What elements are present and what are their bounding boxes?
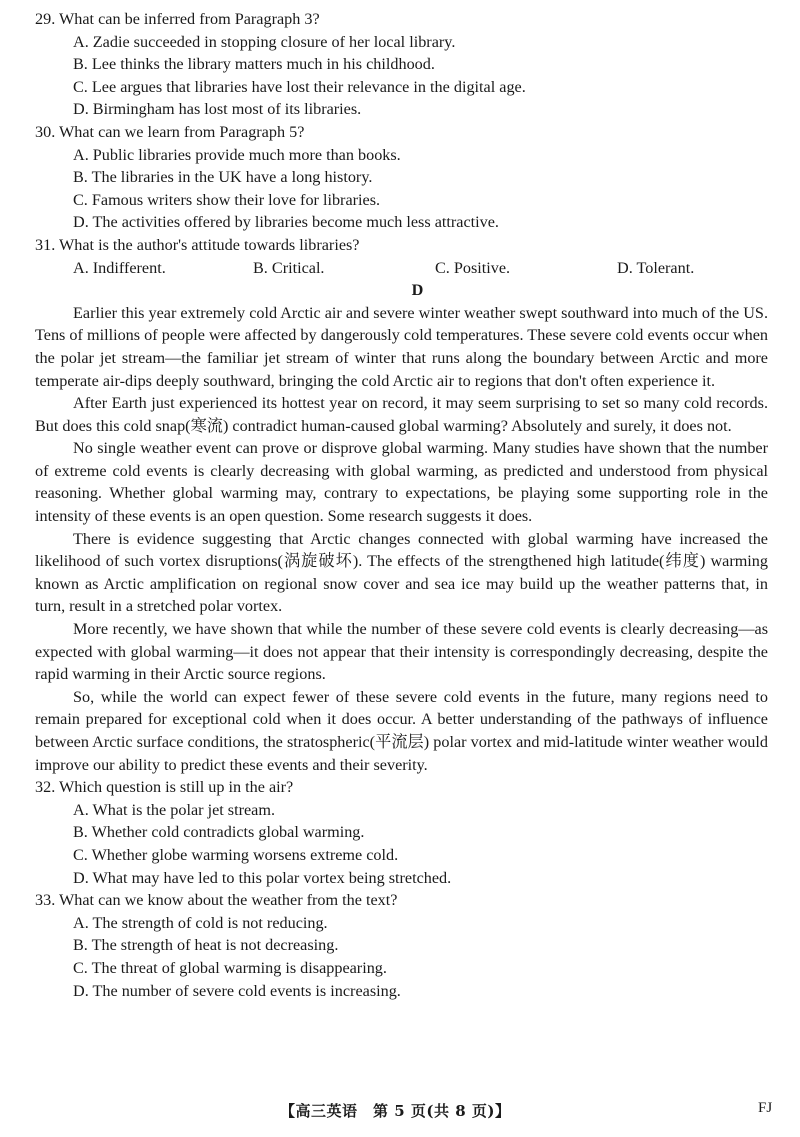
question-stem: 31. What is the author's attitude towards libraries? [35,235,360,254]
option-c: C. Famous writers show their love for libraries. [73,190,381,209]
option-a: A. Zadie succeeded in stopping closure of her local library. [73,32,456,51]
question-stem: 29. What can be inferred from Paragraph 3? [35,10,320,28]
option-b: B. Lee thinks the library matters much in his childhood. [73,55,435,74]
option-d: D. The activities offered by libraries become much less attractive. [73,213,499,232]
passage-paragraph-1: Earlier this year extremely cold Arctic air and severe winter weather swept southward into much of the US. Tens of millions of people were affected by dangerously cold temperatures. These severe cold events occur when the polar jet stream—the familiar jet stream of winter that runs along the boundary between Arctic and more temperate air-dips deeply southward, bringing the cold Arctic air to regions that don't often experience it. [35,303,768,390]
option-c: C. Lee argues that libraries have lost their relevance in the digital age. [73,77,526,96]
question-33 [35,889,768,1002]
option-a: A. The strength of cold is not reducing. [73,913,328,932]
question-29 [35,8,768,121]
section-heading: D [411,281,424,300]
option-c: C. The threat of global warming is disappearing. [73,958,387,977]
option-c: C. Whether globe warming worsens extreme cold. [73,845,399,864]
option-d: D. Birmingham has lost most of its libraries. [73,100,362,119]
option-a: A. Indifferent. [73,258,166,277]
passage-paragraph-2: After Earth just experienced its hottest year on record, it may seem surprising to set so many cold records. But does this cold snap(寒流) contradict human-caused global warming? Absolutely and surely, it does not. [35,394,768,435]
option-c: C. Positive. [435,258,511,277]
option-d: D. The number of severe cold events is increasing. [73,981,401,1000]
option-a: A. Public libraries provide much more than books. [73,145,401,164]
passage-paragraph-5: More recently, we have shown that while the number of these severe cold events is clearly decreasing—as expected with global warming—it does not appear that their intensity is correspondingly decreasing, despite the rapid warming in their Arctic source regions. [35,620,768,684]
passage-paragraph-4: There is evidence suggesting that Arctic changes connected with global warming have increased the likelihood of such vortex disruptions(涡旋破坏). The effects of the strengthened high latitude(纬度) warming known as Arctic amplification on regional snow cover and sea ice may build up the weather patterns that, in turn, result in a stretched polar vortex. [35,529,768,616]
option-b: B. Whether cold contradicts global warming. [73,823,365,842]
option-a: A. What is the polar jet stream. [73,800,275,819]
question-stem: 33. What can we know about the weather from the text? [35,891,398,910]
options-row [35,257,768,280]
option-d: D. What may have led to this polar vortex being stretched. [73,868,452,887]
region-code: FJ [758,1100,773,1116]
question-stem: 32. Which question is still up in the air? [35,778,294,797]
option-b: B. The libraries in the UK have a long history. [73,168,373,187]
option-b: B. The strength of heat is not decreasing. [73,936,339,955]
question-30 [35,121,768,234]
passage-paragraph-3: No single weather event can prove or disprove global warming. Many studies have shown that the number of extreme cold events is clearly decreasing with global warming, as predicted and understood from physical reasoning. Whether global warming may, contrary to expectations, be playing some supporting role in the intensity of these events is an open question. Some research suggests it does. [35,439,768,526]
exam-page [35,8,768,1002]
question-32 [35,776,768,889]
passage-paragraph-6: So, while the world can expect fewer of these severe cold events in the future, many regions need to remain prepared for exceptional cold when it does occur. A better understanding of the pathways of influence between Arctic surface conditions, the stratospheric(平流层) polar vortex and mid-latitude winter weather would improve our ability to predict these events and their severity. [35,687,768,774]
question-stem: 30. What can we learn from Paragraph 5? [35,122,305,141]
passage [35,302,768,776]
page-footer [0,1100,800,1126]
question-31 [35,234,768,279]
option-b: B. Critical. [253,258,325,277]
page-number-label: 【高三英语 第 5 页(共 8 页)】 [280,1102,511,1120]
option-d: D. Tolerant. [617,258,695,277]
